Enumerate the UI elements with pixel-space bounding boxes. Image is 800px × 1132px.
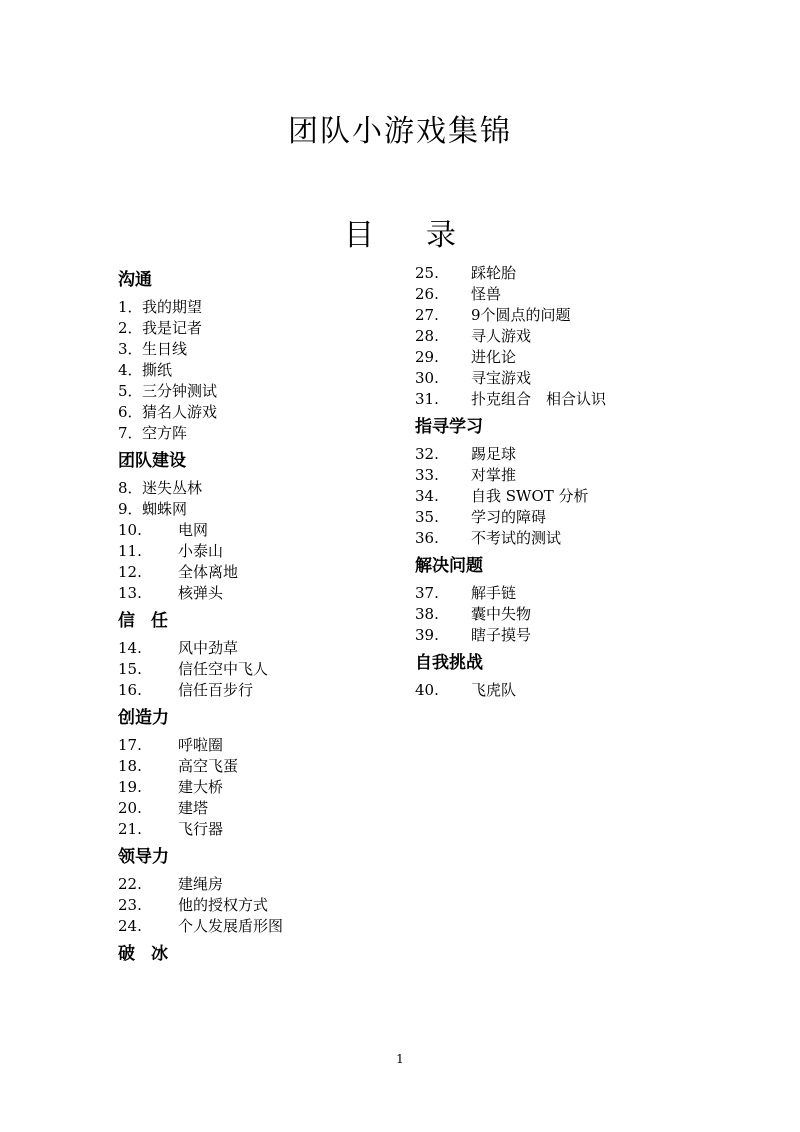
- toc-entry[interactable]: [118, 756, 448, 777]
- toc-entry-number: 4．: [118, 361, 143, 379]
- toc-entry-title: 自我 SWOT 分析: [471, 487, 589, 505]
- toc-entry-title: 高空飞蛋: [178, 757, 239, 775]
- toc-section-heading: 沟通: [118, 270, 152, 290]
- toc-entry-number: 35.: [415, 508, 439, 526]
- toc-entry-number: 17.: [118, 736, 142, 754]
- toc-section-heading: 破冰: [118, 944, 184, 964]
- toc-entry-title: 9个圆点的问题: [471, 306, 571, 324]
- toc-entry[interactable]: [118, 638, 448, 659]
- toc-entry-number: 33.: [415, 466, 439, 484]
- toc-entry-number: 37.: [415, 584, 439, 602]
- toc-entry-title: 生日线: [142, 340, 188, 358]
- toc-entry[interactable]: [118, 819, 448, 840]
- toc-entry[interactable]: [415, 347, 745, 368]
- toc-entry-title: 全体离地: [178, 563, 239, 581]
- toc-entry-number: 12.: [118, 563, 142, 581]
- toc-heading-char-1: 目: [344, 218, 374, 253]
- toc-entry[interactable]: [415, 305, 745, 326]
- toc-entry[interactable]: [118, 541, 448, 562]
- toc-entry-title: 瞎子摸号: [471, 626, 532, 644]
- toc-entry-number: 40.: [415, 681, 439, 699]
- toc-entry[interactable]: [118, 562, 448, 583]
- toc-section-heading: 创造力: [118, 708, 169, 728]
- toc-entry[interactable]: [118, 895, 448, 916]
- toc-entry-number: 39.: [415, 626, 439, 644]
- toc-section-heading: 团队建设: [118, 451, 186, 471]
- toc-section-heading: 领导力: [118, 847, 169, 867]
- toc-entry-title: 核弹头: [178, 584, 224, 602]
- toc-entry[interactable]: [118, 916, 448, 937]
- toc-entry[interactable]: [415, 368, 745, 389]
- toc-entry-number: 32.: [415, 445, 439, 463]
- toc-entry-number: 13.: [118, 584, 142, 602]
- toc-entry-title: 他的授权方式: [178, 896, 269, 914]
- toc-entry[interactable]: [415, 528, 745, 549]
- toc-entry-title: 飞虎队: [471, 681, 517, 699]
- toc-entry[interactable]: [118, 423, 448, 444]
- toc-entry[interactable]: [415, 604, 745, 625]
- toc-entry-title: 对掌推: [471, 466, 517, 484]
- toc-entry[interactable]: [415, 465, 745, 486]
- toc-entry[interactable]: [118, 297, 448, 318]
- toc-entry-title: 寻人游戏: [471, 327, 532, 345]
- toc-entry[interactable]: [415, 444, 745, 465]
- toc-entry-title: 信任空中飞人: [178, 660, 269, 678]
- toc-heading-char-2: 录: [426, 218, 456, 253]
- toc-entry-title: 三分钟测试: [142, 382, 218, 400]
- toc-entry[interactable]: [415, 507, 745, 528]
- toc-entry[interactable]: [415, 326, 745, 347]
- toc-entry-title: 解手链: [471, 584, 517, 602]
- toc-entry-title: 囊中失物: [471, 605, 532, 623]
- toc-entry-number: 38.: [415, 605, 439, 623]
- toc-entry[interactable]: [118, 777, 448, 798]
- toc-entry-number: 11.: [118, 542, 142, 560]
- toc-entry-title: 扑克组合 相合认识: [471, 390, 607, 408]
- toc-entry[interactable]: [118, 339, 448, 360]
- toc-section-heading: 解决问题: [415, 556, 483, 576]
- toc-entry-title: 蜘蛛网: [142, 500, 188, 518]
- toc-entry-number: 1．: [118, 298, 143, 316]
- toc-entry[interactable]: [415, 583, 745, 604]
- toc-entry-title: 寻宝游戏: [471, 369, 532, 387]
- toc-entry-number: 5．: [118, 382, 143, 400]
- toc-entry[interactable]: [415, 389, 745, 410]
- toc-entry[interactable]: [118, 381, 448, 402]
- toc-entry[interactable]: [118, 659, 448, 680]
- toc-entry-number: 14.: [118, 639, 142, 657]
- toc-entry-title: 踩轮胎: [471, 264, 517, 282]
- toc-entry-title: 个人发展盾形图: [178, 917, 284, 935]
- toc-section-heading: 自我挑战: [415, 653, 483, 673]
- toc-entry[interactable]: [118, 680, 448, 701]
- toc-entry[interactable]: [415, 284, 745, 305]
- toc-entry-title: 不考试的测试: [471, 529, 562, 547]
- toc-entry-number: 23.: [118, 896, 142, 914]
- toc-entry-title: 建塔: [178, 799, 209, 817]
- page-number: 1: [396, 1052, 404, 1066]
- toc-entry[interactable]: [118, 478, 448, 499]
- toc-entry-title: 风中劲草: [178, 639, 239, 657]
- toc-entry-title: 呼啦圈: [178, 736, 224, 754]
- toc-entry[interactable]: [415, 625, 745, 646]
- toc-entry-title: 空方阵: [142, 424, 188, 442]
- toc-entry-number: 16.: [118, 681, 142, 699]
- toc-entry-number: 15.: [118, 660, 142, 678]
- toc-entry-number: 28.: [415, 327, 439, 345]
- toc-section-heading: 信任: [118, 611, 184, 631]
- toc-entry-number: 7．: [118, 424, 143, 442]
- toc-entry-number: 10.: [118, 521, 142, 539]
- toc-entry-number: 20.: [118, 799, 142, 817]
- toc-entry[interactable]: [118, 798, 448, 819]
- toc-entry-number: 34.: [415, 487, 439, 505]
- toc-entry-number: 3．: [118, 340, 143, 358]
- toc-entry-number: 30.: [415, 369, 439, 387]
- toc-entry-number: 27.: [415, 306, 439, 324]
- toc-entry[interactable]: [415, 263, 745, 284]
- toc-entry-number: 19.: [118, 778, 142, 796]
- toc-entry-title: 猜名人游戏: [142, 403, 218, 421]
- toc-entry-number: 8．: [118, 479, 143, 497]
- toc-entry-number: 21.: [118, 820, 142, 838]
- toc-entry-number: 22.: [118, 875, 142, 893]
- toc-entry-title: 建大桥: [178, 778, 224, 796]
- toc-entry-title: 学习的障碍: [471, 508, 547, 526]
- toc-entry-number: 9．: [118, 500, 143, 518]
- toc-entry[interactable]: [118, 360, 448, 381]
- toc-entry[interactable]: [118, 583, 448, 604]
- toc-entry-title: 建绳房: [178, 875, 224, 893]
- toc-entry[interactable]: [118, 318, 448, 339]
- toc-entry-title: 踢足球: [471, 445, 517, 463]
- toc-entry-number: 2．: [118, 319, 143, 337]
- toc-entry[interactable]: [415, 486, 745, 507]
- toc-entry-title: 怪兽: [471, 285, 502, 303]
- toc-entry-number: 29.: [415, 348, 439, 366]
- toc-entry-number: 6．: [118, 403, 143, 421]
- toc-entry[interactable]: [118, 874, 448, 895]
- toc-entry[interactable]: [118, 402, 448, 423]
- document-title: 团队小游戏集锦: [288, 114, 512, 149]
- toc-entry-title: 飞行器: [178, 820, 224, 838]
- toc-entry-number: 24.: [118, 917, 142, 935]
- toc-entry-title: 信任百步行: [178, 681, 254, 699]
- toc-entry-title: 我的期望: [142, 298, 203, 316]
- toc-entry-number: 18.: [118, 757, 142, 775]
- toc-left-column: [118, 263, 448, 971]
- toc-entry-title: 电网: [178, 521, 209, 539]
- toc-entry[interactable]: [118, 520, 448, 541]
- toc-entry[interactable]: [118, 499, 448, 520]
- toc-section-heading: 指寻学习: [415, 417, 483, 437]
- toc-entry[interactable]: [118, 735, 448, 756]
- toc-entry-title: 撕纸: [142, 361, 173, 379]
- toc-entry-title: 迷失丛林: [142, 479, 203, 497]
- toc-entry-title: 小泰山: [178, 542, 224, 560]
- toc-entry-number: 31.: [415, 390, 439, 408]
- toc-entry[interactable]: [415, 680, 745, 701]
- toc-entry-title: 我是记者: [142, 319, 203, 337]
- toc-entry-number: 25.: [415, 264, 439, 282]
- toc-heading: [0, 210, 800, 254]
- toc-entry-number: 26.: [415, 285, 439, 303]
- toc-right-column: [415, 263, 745, 701]
- toc-entry-number: 36.: [415, 529, 439, 547]
- toc-entry-title: 进化论: [471, 348, 517, 366]
